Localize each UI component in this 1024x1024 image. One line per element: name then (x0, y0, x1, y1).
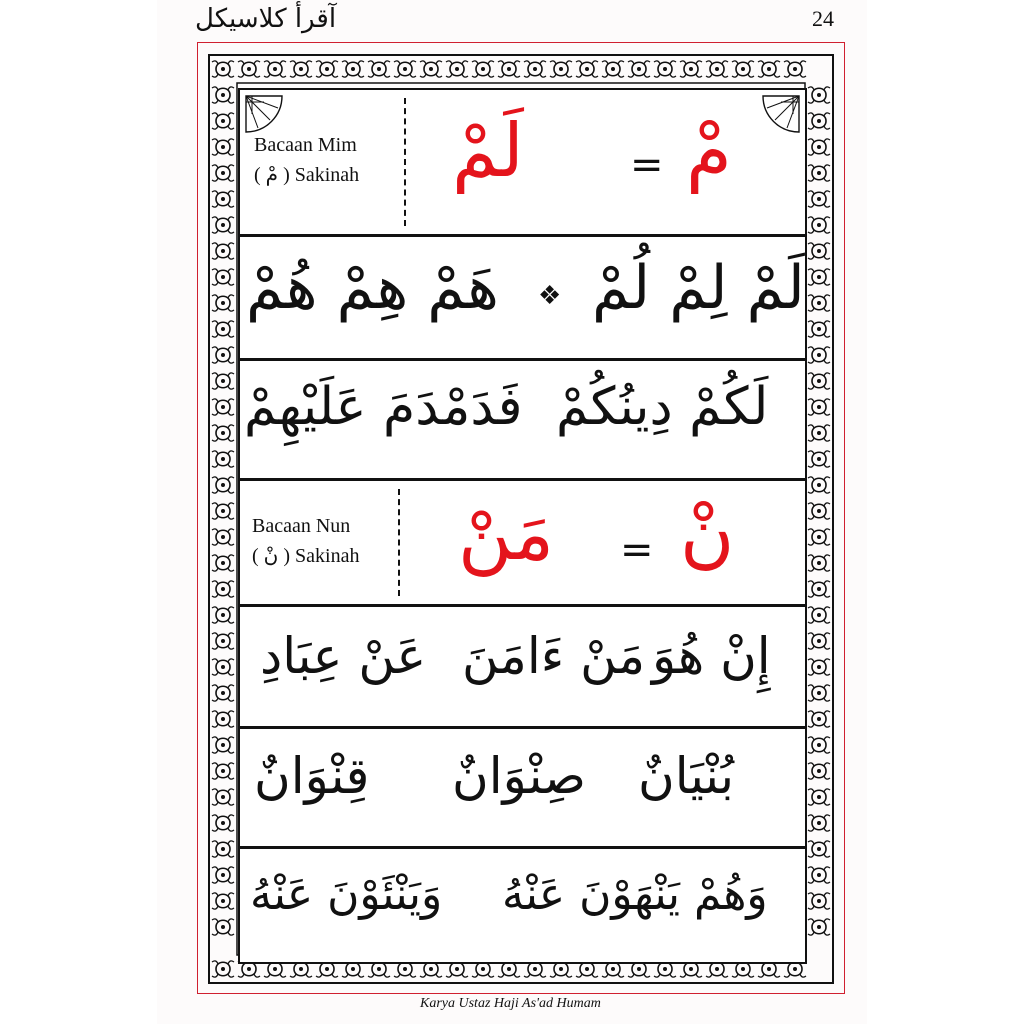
border-ornament-icon (808, 139, 830, 155)
diamond-separator-icon: ❖ (538, 281, 562, 311)
nun-sakinah-letter: نْ (680, 491, 735, 577)
page-header-title: آقرأ كلاسيكل (195, 4, 337, 34)
border-ornament-icon (212, 165, 234, 181)
row-words-nun-2 (240, 726, 805, 846)
border-ornament-icon (212, 555, 234, 571)
border-ornament-icon (808, 113, 830, 129)
border-ornament-icon (808, 841, 830, 857)
border-ornament-icon (808, 529, 830, 545)
border-ornament-icon (808, 373, 830, 389)
border-ornament-icon (212, 321, 234, 337)
border-ornament-icon (394, 61, 416, 77)
border-ornament-icon (808, 477, 830, 493)
border-ornament-icon (212, 815, 234, 831)
border-ornament-icon (808, 321, 830, 337)
border-ornament-icon (212, 529, 234, 545)
border-ornament-icon (808, 893, 830, 909)
border-ornament-icon (212, 893, 234, 909)
footer-author: Karya Ustaz Haji As'ad Humam (420, 996, 601, 1011)
border-ornament-icon (212, 113, 234, 129)
row-mim-sakinah (240, 90, 805, 234)
row-syllables-mim (240, 234, 805, 358)
word-bunyanun: بُنْيَانٌ (638, 747, 735, 805)
border-ornament-icon (212, 685, 234, 701)
word-lakum-dinukum: لَكُمْ دِينُكُمْ (556, 377, 769, 437)
border-ornament-icon (212, 763, 234, 779)
word-in-huwa: إِنْ هُوَ (652, 627, 771, 685)
border-ornament-icon (212, 737, 234, 753)
border-ornament-icon (212, 659, 234, 675)
border-ornament-icon (808, 711, 830, 727)
word-man-amana: مَنْ ءَامَنَ (462, 627, 645, 685)
border-ornament-icon (212, 269, 234, 285)
border-ornament-icon (784, 61, 806, 77)
border-ornament-icon (290, 61, 312, 77)
border-ornament-icon (238, 61, 260, 77)
border-ornament-icon (212, 217, 234, 233)
label-bacaan-nun: Bacaan Nun (252, 515, 351, 537)
example-lam-mim: لَمْ (452, 108, 524, 194)
border-ornament-icon (808, 191, 830, 207)
border-ornament-icon (808, 295, 830, 311)
border-ornament-icon (808, 165, 830, 181)
border-ornament-icon (342, 61, 364, 77)
word-wahum-yanhauna-anhu: وَهُمْ يَنْهَوْنَ عَنْهُ (502, 869, 768, 920)
border-ornament-icon (808, 87, 830, 103)
border-ornament-icon (212, 425, 234, 441)
row-nun-sakinah (240, 478, 805, 604)
border-ornament-icon (212, 919, 234, 935)
border-ornament-icon (808, 451, 830, 467)
word-qinwanun: قِنْوَانٌ (254, 747, 370, 805)
border-ornament-icon (808, 737, 830, 753)
border-ornament-icon (212, 867, 234, 883)
page-number: 24 (812, 6, 834, 31)
equals-sign: = (620, 527, 654, 573)
mim-sakinah-letter: مْ (686, 108, 732, 194)
border-ornament-icon (212, 581, 234, 597)
lesson-table (238, 88, 807, 964)
border-ornament-icon (212, 191, 234, 207)
border-ornament-icon (498, 61, 520, 77)
border-ornament-icon (680, 61, 702, 77)
border-ornament-icon (212, 841, 234, 857)
border-ornament-icon (316, 61, 338, 77)
border-ornament-icon (212, 399, 234, 415)
border-ornament-icon (212, 961, 234, 977)
border-ornament-icon (808, 555, 830, 571)
border-ornament-icon (808, 867, 830, 883)
border-ornament-icon (212, 607, 234, 623)
border-ornament-icon (808, 633, 830, 649)
dashed-divider (398, 489, 400, 596)
border-ornament-icon (808, 581, 830, 597)
corner-fan-right-icon (761, 94, 801, 134)
row-words-nun-3 (240, 846, 805, 962)
border-ornament-icon (808, 659, 830, 675)
example-man: مَنْ (458, 491, 554, 577)
border-ornament-icon (212, 87, 234, 103)
border-ornament-icon (212, 633, 234, 649)
label-bacaan-mim: Bacaan Mim (254, 134, 357, 156)
border-ornament-icon (524, 61, 546, 77)
border-ornament-icon (212, 477, 234, 493)
word-wa-yanauna-anhu: وَيَنْئَوْنَ عَنْهُ (250, 869, 443, 920)
border-ornament-icon (212, 61, 234, 77)
border-ornament-icon (808, 815, 830, 831)
border-ornament-icon (550, 61, 572, 77)
border-ornament-icon (212, 347, 234, 363)
equals-sign: = (630, 142, 664, 188)
border-ornament-icon (264, 61, 286, 77)
row-words-mim (240, 358, 805, 478)
syllables-ham-him-hum: هَمْ هِمْ هُمْ (246, 253, 499, 323)
border-ornament-icon (808, 425, 830, 441)
label-mim-sakinah: ( مْ ) Sakinah (254, 164, 360, 186)
border-ornament-icon (212, 503, 234, 519)
word-sinwanun: صِنْوَانٌ (452, 747, 586, 805)
border-ornament-icon (420, 61, 442, 77)
border-ornament-icon (368, 61, 390, 77)
dashed-divider (404, 98, 406, 226)
border-ornament-icon (808, 789, 830, 805)
border-ornament-icon (808, 503, 830, 519)
border-ornament-icon (706, 61, 728, 77)
border-ornament-icon (212, 373, 234, 389)
border-ornament-icon (758, 61, 780, 77)
border-ornament-icon (212, 451, 234, 467)
border-ornament-icon (446, 61, 468, 77)
border-ornament-icon (212, 243, 234, 259)
border-ornament-icon (808, 919, 830, 935)
border-ornament-icon (808, 607, 830, 623)
border-ornament-icon (732, 61, 754, 77)
border-ornament-icon (212, 139, 234, 155)
border-ornament-icon (808, 269, 830, 285)
border-ornament-icon (212, 711, 234, 727)
label-nun-sakinah: ( نْ ) Sakinah (252, 545, 360, 567)
corner-fan-left-icon (244, 94, 284, 134)
border-ornament-icon (212, 789, 234, 805)
border-ornament-icon (808, 399, 830, 415)
border-ornament-icon (808, 347, 830, 363)
syllables-lam-lim-lum: لَمْ لِمْ لُمْ (592, 253, 805, 323)
border-ornament-icon (808, 217, 830, 233)
border-ornament-icon (808, 685, 830, 701)
word-fadamdama-alaihim: فَدَمْدَمَ عَلَيْهِمْ (244, 377, 523, 437)
border-ornament-icon (808, 763, 830, 779)
border-ornament-icon (654, 61, 676, 77)
border-ornament-icon (576, 61, 598, 77)
row-words-nun-1 (240, 604, 805, 726)
border-ornament-icon (628, 61, 650, 77)
border-ornament-icon (212, 295, 234, 311)
border-ornament-icon (602, 61, 624, 77)
border-ornament-icon (808, 243, 830, 259)
border-ornament-icon (472, 61, 494, 77)
word-an-ibadi: عَنْ عِبَادِ (260, 627, 427, 685)
